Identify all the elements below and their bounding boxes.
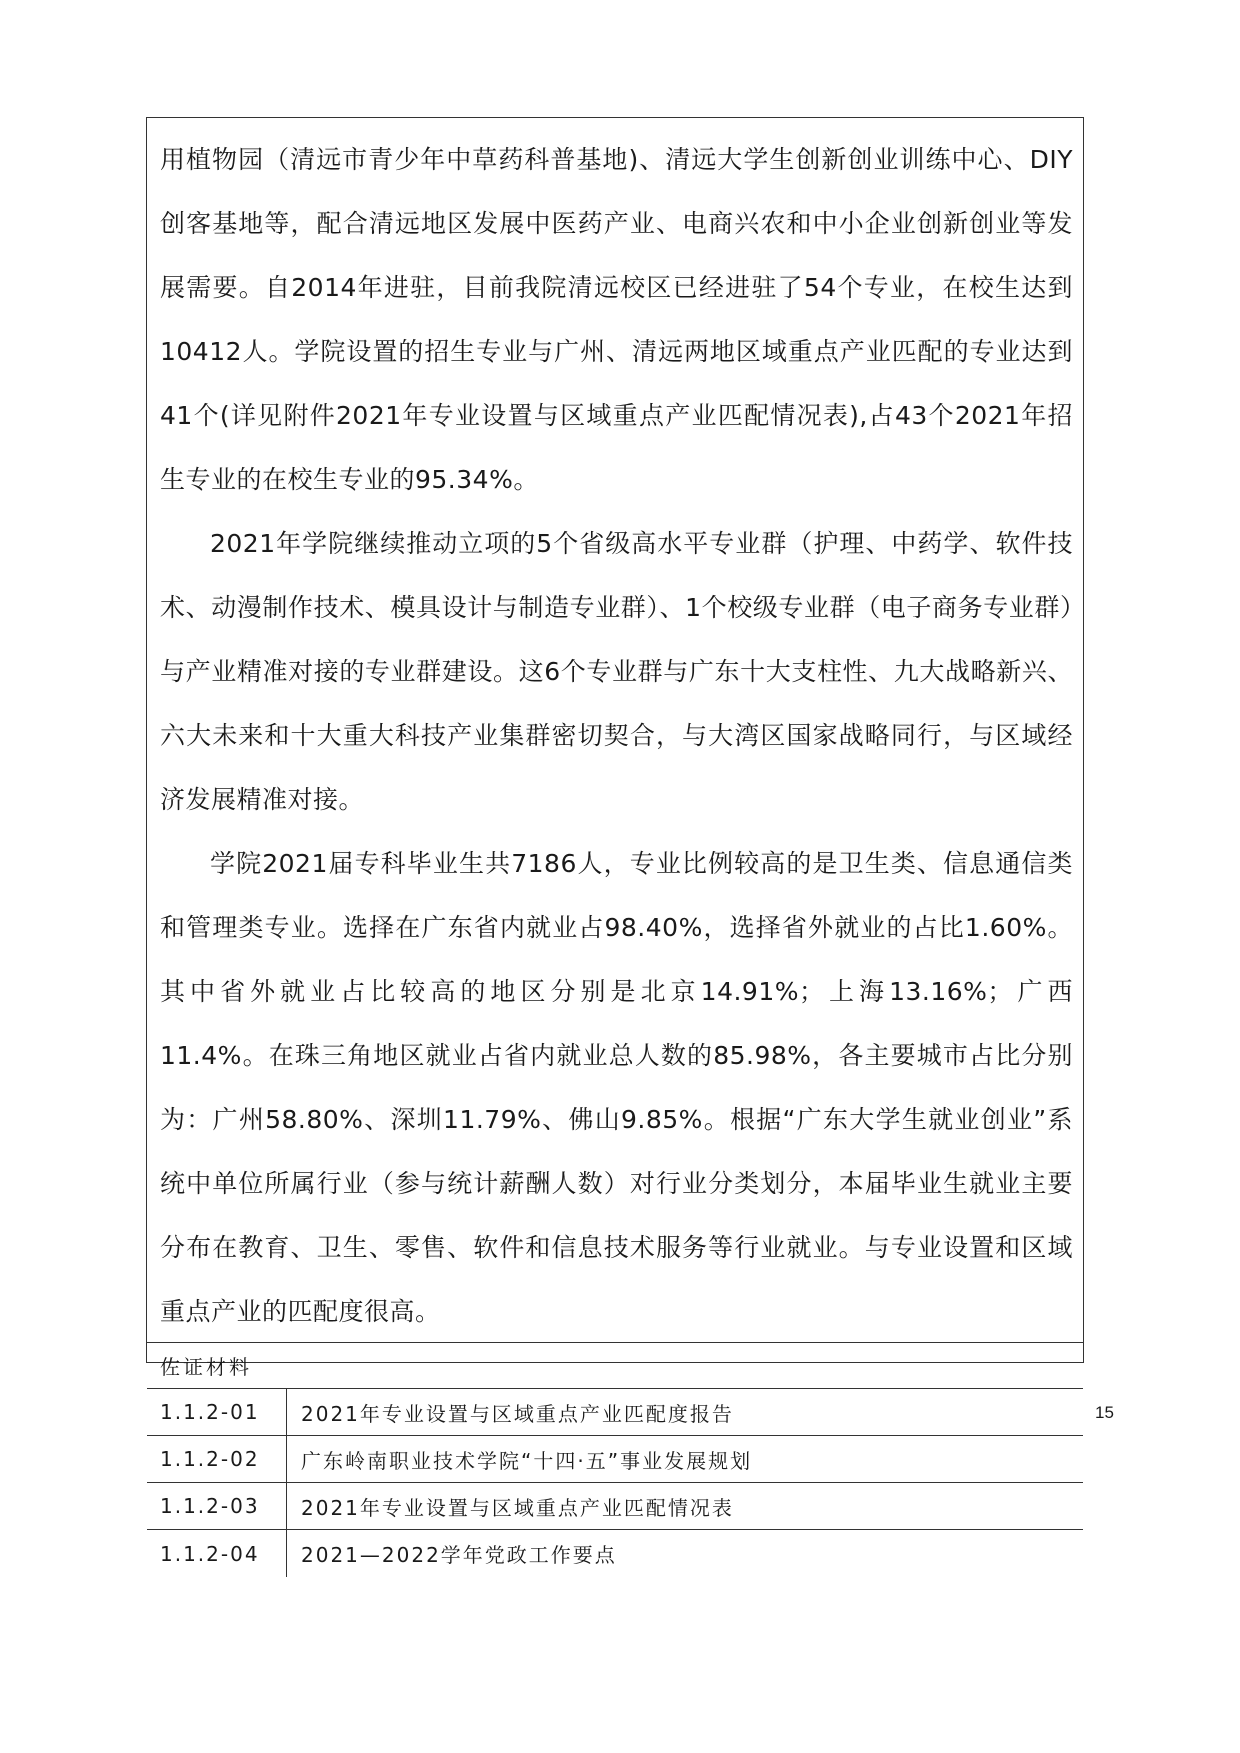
evidence-code: 1.1.2-02 [147,1436,287,1482]
paragraph-1: 用植物园（清远市青少年中草药科普基地)、清远大学生创新创业训练中心、DIY创客基地等，配合清远地区发展中医药产业、电商兴农和中小企业创新创业等发展需要。自2014年进驻，目前我院清远校区已经进驻了54个专业，在校生达到10412人。学院设置的招生专业与广州、清远两地区域重点产业匹配的专业达到41个(详见附件2021年专业设置与区域重点产业匹配情况表),占43个2021年招生专业的在校生专业的95.34%。 [160,145,1073,494]
evidence-row [147,1530,1083,1577]
evidence-header: 佐证材料 [147,1343,1083,1389]
body-text-cell [147,118,1083,1343]
evidence-code: 1.1.2-04 [147,1530,287,1577]
paragraph-2: 2021年学院继续推动立项的5个省级高水平专业群（护理、中药学、软件技术、动漫制作技术、模具设计与制造专业群）、1个校级专业群（电子商务专业群）与产业精准对接的专业群建设。这6个专业群与广东十大支柱性、九大战略新兴、六大未来和十大重大科技产业集群密切契合，与大湾区国家战略同行，与区域经济发展精准对接。 [160,529,1073,814]
evidence-row [147,1389,1083,1436]
paragraph-3: 学院2021届专科毕业生共7186人，专业比例较高的是卫生类、信息通信类和管理类专业。选择在广东省内就业占98.40%，选择省外就业的占比1.60%。其中省外就业占比较高的地区分别是北京14.91%；上海13.16%；广西11.4%。在珠三角地区就业占省内就业总人数的85.98%，各主要城市占比分别为：广州58.80%、深圳11.79%、佛山9.85%。根据“广东大学生就业创业”系统中单位所属行业（参与统计薪酬人数）对行业分类划分，本届毕业生就业主要分布在教育、卫生、零售、软件和信息技术服务等行业就业。与专业设置和区域重点产业的匹配度很高。 [160,849,1073,1326]
evidence-row [147,1436,1083,1483]
evidence-title: 2021年专业设置与区域重点产业匹配情况表 [301,1495,734,1520]
evidence-title: 2021年专业设置与区域重点产业匹配度报告 [301,1401,734,1426]
evidence-code: 1.1.2-03 [147,1483,287,1529]
evidence-title: 2021—2022学年党政工作要点 [301,1543,617,1567]
content-table [146,117,1084,1567]
evidence-code: 1.1.2-01 [147,1389,287,1435]
evidence-row [147,1483,1083,1530]
evidence-title: 广东岭南职业技术学院“十四·五”事业发展规划 [301,1448,753,1473]
page-number: 15 [1095,1403,1114,1422]
evidence-section [147,1343,1083,1577]
